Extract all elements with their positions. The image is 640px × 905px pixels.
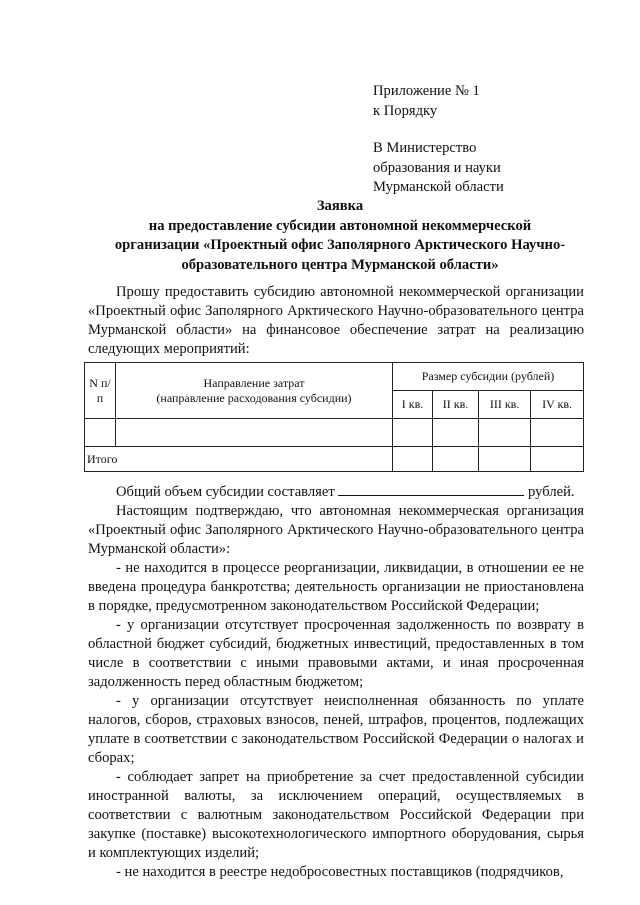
col-header-q1: I кв. [393,391,433,419]
table-cell[interactable] [479,419,531,447]
addressee-line: образования и науки [373,159,501,176]
col-header-q2: II кв. [433,391,479,419]
list-item: - соблюдает запрет на приобретение за счет предоставленной субсидии иностранной валюты, за исключением операций, осуществляемых в соответствии с валютным законодательством Российской Федерации при закупке (поставке) высокотехнологического импортного оборудования, сырья и комплектующих изделий; [88,769,584,861]
table-cell[interactable] [433,447,479,472]
col-header-subsidy-size: Размер субсидии (рублей) [393,363,584,391]
col-header-q4: IV кв. [531,391,584,419]
total-amount-suffix: рублей. [528,484,575,500]
title-subtitle-line: на предоставление субсидии автономной некоммерческой [148,217,532,234]
col-header-direction-note: (направление расходования субсидии) [156,390,352,405]
col-header-q3: III кв. [479,391,531,419]
appendix-block [373,82,613,198]
total-amount-blank[interactable] [338,481,524,496]
list-item: - у организации отсутствует просроченная задолженность по возврату в областной бюджет субсидий, бюджетных инвестиций, предоставленных в том числе в соответствии с иными правовыми актами, и иная просроченная задолженность перед областным бюджетом; [88,617,584,690]
table-cell[interactable] [433,419,479,447]
table-row [85,419,584,447]
addressee-line: Мурманской области [373,179,504,195]
table-cell[interactable] [116,419,393,447]
list-item: - не находится в процессе реорганизации, ликвидации, в отношении ее не введена процедура банкротства; деятельность организации не приостановлена в порядке, предусмотренном законодательством Российской Федерации; [88,560,584,614]
appendix-reference: к Порядку [373,102,438,119]
table-cell[interactable] [85,419,116,447]
title-subtitle-line: организации «Проектный офис Заполярного Арктического Научно- [114,237,566,253]
intro-block [88,283,584,359]
list-item: - у организации отсутствует неисполненная обязанность по уплате налогов, сборов, страховых взносов, пеней, штрафов, процентов, подлежащих уплате в соответствии с законодательством Российской Федерации о налогах и сборах; [88,693,584,766]
appendix-number: Приложение № 1 [373,83,480,99]
body-block [88,481,584,882]
table-cell[interactable] [531,447,584,472]
col-header-direction [116,363,393,419]
total-amount-prefix: Общий объем субсидии составляет [116,484,335,500]
title-subtitle-line: образовательного центра Мурманской области» [181,256,499,273]
total-amount-line [88,481,584,502]
col-header-direction-title: Направление затрат [203,375,305,390]
list-item: - не находится в реестре недобросовестных поставщиков (подрядчиков, [116,864,564,880]
table-total-row [85,447,584,472]
intro-paragraph: Прошу предоставить субсидию автономной некоммерческой организации «Проектный офис Заполярного Арктического Научно-образовательного центра Мурманской области» на финансовое обеспечение затрат на реализацию следующих мероприятий: [88,284,584,357]
table-cell[interactable] [393,419,433,447]
subsidy-table [84,362,584,472]
addressee-line: В Министерство [373,140,477,156]
table-cell[interactable] [531,419,584,447]
total-label: Итого [85,447,393,472]
table-cell[interactable] [393,447,433,472]
document-title [60,197,620,275]
col-header-number: N п/п [85,363,116,419]
title-heading: Заявка [316,198,364,214]
table-cell[interactable] [479,447,531,472]
confirm-paragraph: Настоящим подтверждаю, что автономная некоммерческая организация «Проектный офис Заполярного Арктического Научно-образовательного центра Мурманской области»: [88,503,584,557]
